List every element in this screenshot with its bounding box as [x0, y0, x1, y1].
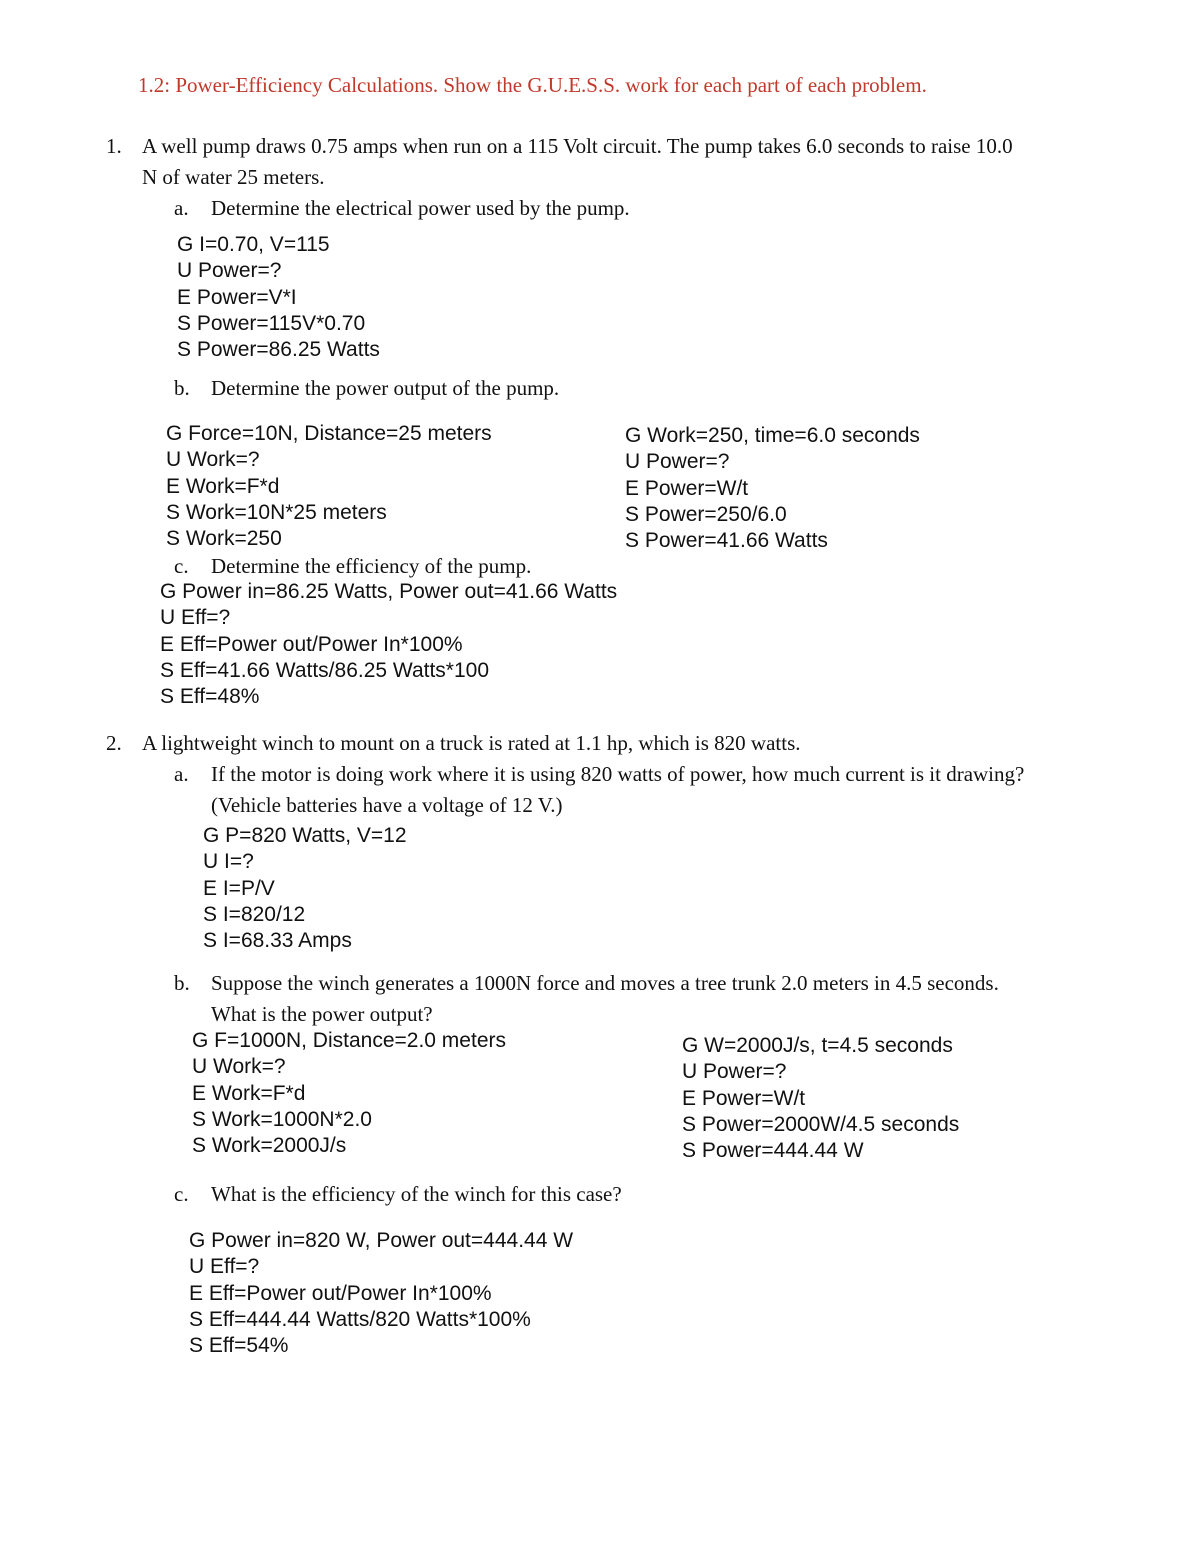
part-question-line2: (Vehicle batteries have a voltage of 12 V.): [211, 793, 563, 817]
guess-work-block-left: [166, 421, 492, 552]
guess-work-block: [177, 232, 380, 363]
part-question: What is the efficiency of the winch for this case?: [211, 1182, 622, 1206]
guess-unknown: U Work=?: [166, 448, 260, 472]
guess-solve: S I=68.33 Amps: [203, 929, 352, 953]
guess-unknown: U I=?: [203, 850, 254, 874]
guess-substitute: S Eff=41.66 Watts/86.25 Watts*100: [160, 658, 489, 682]
guess-solve: S Eff=54%: [189, 1334, 289, 1358]
guess-work-block-right: [625, 423, 920, 554]
part-letter: b.: [174, 376, 190, 400]
guess-equation: E Power=W/t: [625, 476, 749, 500]
problem-text-line1: A well pump draws 0.75 amps when run on a 115 Volt circuit. The pump takes 6.0 seconds to raise 10.0: [142, 134, 1013, 158]
part-letter: a.: [174, 196, 189, 220]
guess-given: G P=820 Watts, V=12: [203, 824, 407, 847]
part-question-line1: Suppose the winch generates a 1000N force and moves a tree trunk 2.0 meters in 4.5 seconds.: [211, 971, 999, 995]
guess-work-block-right: [682, 1033, 959, 1164]
problem-text-line1: A lightweight winch to mount on a truck is rated at 1.1 hp, which is 820 watts.: [142, 731, 801, 755]
guess-equation: E Eff=Power out/Power In*100%: [160, 632, 463, 656]
problem-text-line2: N of water 25 meters.: [142, 165, 325, 189]
part-question-line2: What is the power output?: [211, 1002, 433, 1026]
guess-equation: E Power=W/t: [682, 1086, 806, 1110]
guess-solve: S Work=250: [166, 527, 282, 551]
guess-equation: E Power=V*I: [177, 285, 297, 309]
guess-unknown: U Work=?: [192, 1055, 286, 1079]
part-question: Determine the electrical power used by the pump.: [211, 196, 630, 220]
guess-unknown: U Eff=?: [189, 1255, 260, 1279]
guess-equation: E Work=F*d: [192, 1081, 306, 1105]
problem-number: 2.: [106, 731, 122, 755]
guess-unknown: U Eff=?: [160, 606, 231, 630]
guess-substitute: S Work=1000N*2.0: [192, 1107, 372, 1131]
part-question: Determine the efficiency of the pump.: [211, 554, 532, 578]
guess-unknown: U Power=?: [625, 450, 730, 474]
guess-given: G Power in=86.25 Watts, Power out=41.66 Watts: [160, 580, 618, 603]
guess-substitute: S Power=2000W/4.5 seconds: [682, 1112, 960, 1136]
guess-substitute: S I=820/12: [203, 902, 306, 926]
page-heading: 1.2: Power-Efficiency Calculations. Show the G.U.E.S.S. work for each part of each problem.: [138, 73, 927, 97]
guess-work-block: [189, 1228, 573, 1359]
part-letter: a.: [174, 762, 189, 786]
guess-given: G I=0.70, V=115: [177, 233, 330, 256]
guess-solve: S Eff=48%: [160, 685, 260, 709]
guess-given: G W=2000J/s, t=4.5 seconds: [682, 1034, 953, 1057]
problem-number: 1.: [106, 134, 122, 158]
part-letter: c.: [174, 1182, 189, 1206]
guess-equation: E Work=F*d: [166, 474, 280, 498]
guess-solve: S Power=86.25 Watts: [177, 338, 380, 362]
guess-given: G Work=250, time=6.0 seconds: [625, 424, 920, 447]
guess-given: G Power in=820 W, Power out=444.44 W: [189, 1229, 574, 1252]
guess-given: G Force=10N, Distance=25 meters: [166, 422, 492, 445]
part-question-line1: If the motor is doing work where it is using 820 watts of power, how much current is it drawing?: [211, 762, 1025, 786]
guess-substitute: S Power=115V*0.70: [177, 311, 366, 335]
guess-solve: S Work=2000J/s: [192, 1134, 347, 1158]
guess-unknown: U Power=?: [682, 1060, 787, 1084]
guess-work-block: [160, 579, 617, 710]
guess-given: G F=1000N, Distance=2.0 meters: [192, 1029, 506, 1052]
guess-equation: E I=P/V: [203, 876, 275, 900]
guess-work-block: [203, 823, 407, 954]
part-letter: c.: [174, 554, 189, 578]
guess-substitute: S Power=250/6.0: [625, 502, 787, 526]
guess-equation: E Eff=Power out/Power In*100%: [189, 1281, 492, 1305]
guess-work-block-left: [192, 1028, 506, 1159]
guess-substitute: S Work=10N*25 meters: [166, 500, 387, 524]
part-question: Determine the power output of the pump.: [211, 376, 560, 400]
guess-solve: S Power=444.44 W: [682, 1139, 864, 1163]
guess-solve: S Power=41.66 Watts: [625, 529, 828, 553]
guess-substitute: S Eff=444.44 Watts/820 Watts*100%: [189, 1307, 531, 1331]
part-letter: b.: [174, 971, 190, 995]
guess-unknown: U Power=?: [177, 259, 282, 283]
